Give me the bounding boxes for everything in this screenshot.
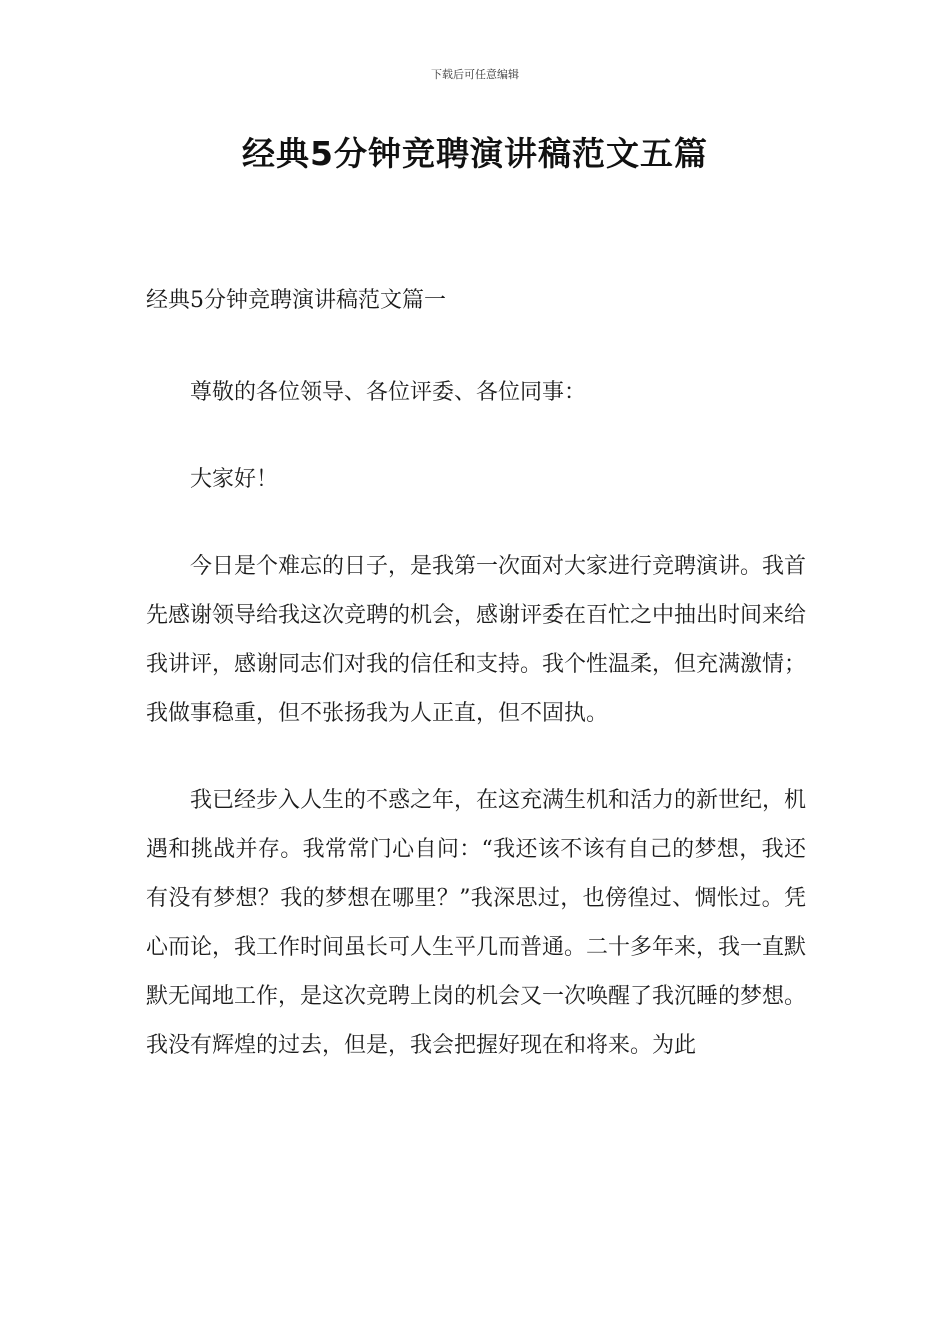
body-paragraph: 我已经步入人生的不惑之年，在这充满生机和活力的新世纪，机遇和挑战并存。我常常门心自问：“我还该不该有自己的梦想，我还有没有梦想？我的梦想在哪里？”我深思过，也傍徨过、惆怅过。凭心而论，我工作时间虽长可人生平几而普通。二十多年来，我一直默默无闻地工作，是这次竞聘上岗的机会又一次唤醒了我沉睡的梦想。我没有辉煌的过去，但是，我会把握好现在和将来。为此 [146,788,807,1058]
document-body [146,280,806,1108]
header-note: 下载后可任意编辑 [431,68,519,81]
salutation-paragraph: 尊敬的各位领导、各位评委、各位同事： [190,380,587,405]
body-paragraph: 今日是个难忘的日子，是我第一次面对大家进行竞聘演讲。我首先感谢领导给我这次竞聘的机会，感谢评委在百忙之中抽出时间来给我讲评，感谢同志们对我的信任和支持。我个性温柔，但充满激情；我做事稳重，但不张扬我为人正直，但不固执。 [146,554,807,726]
section-heading: 经典5分钟竞聘演讲稿范文篇一 [146,288,446,313]
greeting-paragraph: 大家好！ [190,467,279,492]
document-title: 经典5分钟竞聘演讲稿范文五篇 [242,134,708,173]
